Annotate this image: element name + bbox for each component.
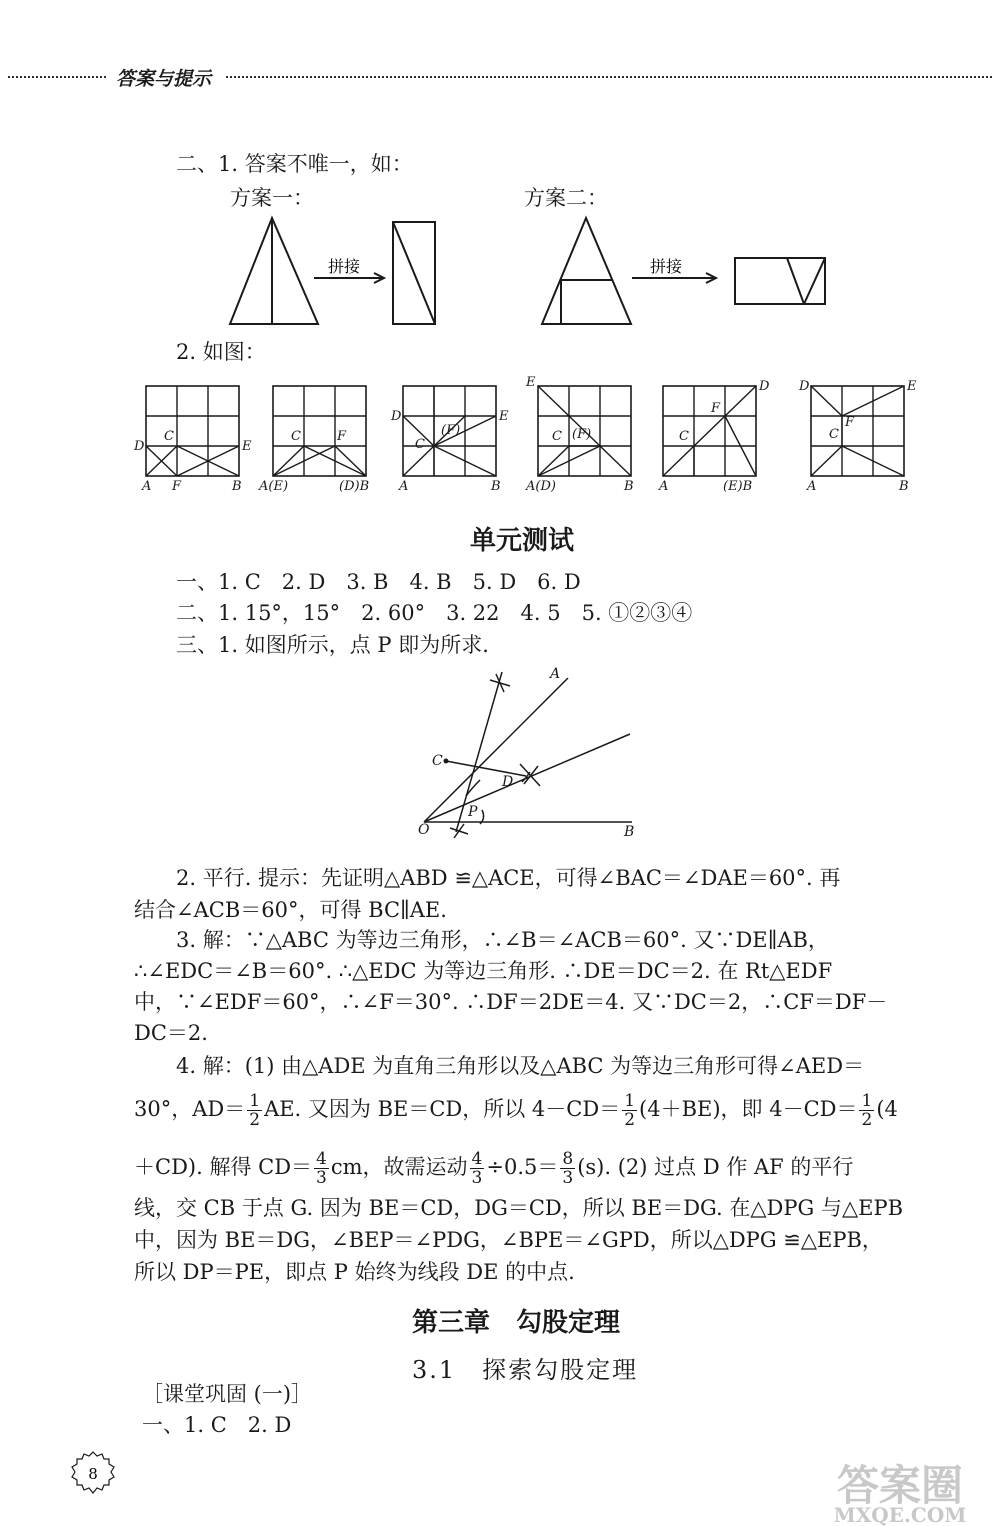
svg-text:C: C [679, 429, 689, 444]
plan-figures [220, 212, 850, 332]
svg-text:E: E [499, 409, 509, 424]
svg-text:MXQE.COM: MXQE.COM [833, 1503, 967, 1526]
header-title: 答案与提示 [116, 68, 212, 90]
practice-answers: 一、1. C 2. D [142, 1413, 292, 1437]
svg-text:A: A [807, 479, 817, 494]
grid-2 [258, 386, 369, 494]
svg-text:C: C [164, 429, 174, 444]
ans4-line6: 所以 DP＝PE，即点 P 始终为线段 DE 的中点. [134, 1260, 575, 1284]
svg-text:P: P [468, 804, 478, 820]
ans3-line2: ∴∠EDC＝∠B＝60°. ∴△EDC 为等边三角形. ∴DE＝DC＝2. 在 Rt△EDF [134, 959, 833, 983]
svg-text:D: D [759, 379, 770, 394]
sec2-line2: 2. 如图： [176, 340, 266, 364]
svg-text:O: O [418, 822, 430, 838]
plan1-triangle [230, 218, 318, 324]
svg-text:A(D): A(D) [526, 479, 556, 494]
svg-text:D: D [799, 379, 810, 394]
plan2-label: 方案二： [524, 186, 608, 210]
practice-heading: ［课堂巩固 (一)］ [142, 1382, 313, 1406]
svg-text:E: E [907, 379, 917, 394]
svg-text:F: F [337, 429, 347, 444]
header-dots-left [8, 76, 106, 78]
svg-text:答案圈: 答案圈 [836, 1461, 964, 1510]
plan1-label: 方案一： [230, 186, 314, 210]
svg-text:F: F [711, 401, 721, 416]
svg-text:B: B [491, 479, 501, 494]
grid-6 [798, 379, 917, 494]
header-dots-right [226, 76, 992, 78]
svg-text:C: C [829, 427, 839, 442]
svg-text:B: B [624, 479, 634, 494]
arrow-label-2: 拼接 [650, 257, 683, 276]
ans3-line4: DC＝2. [134, 1021, 208, 1045]
section-title: 3.1 探索勾股定理 [412, 1356, 639, 1384]
unit-test-line2: 二、1. 15°，15° 2. 60° 3. 22 4. 5 5. ①②③④ [176, 601, 693, 625]
ans4-line2: 30°，AD＝ $\frac{1}{2}$ AE. 又因为 BE＝CD，所以 4－CD＝ $\frac{1}{2}$ (4＋BE)，即 4－CD＝ $\frac{1}{2}$ (4 [134, 1091, 898, 1130]
grid-1 [133, 386, 252, 494]
svg-text:(E)B: (E)B [723, 479, 753, 494]
watermark-logo [760, 1460, 1000, 1526]
ans3-line1: 3. 解：∵△ABC 为等边三角形，∴∠B＝∠ACB＝60°. 又∵DE∥AB， [176, 928, 829, 952]
svg-text:A: A [659, 479, 669, 494]
svg-text:A: A [399, 479, 409, 494]
svg-text:A: A [550, 666, 561, 682]
grid-3 [390, 386, 509, 494]
page-number-badge [70, 1450, 116, 1496]
unit-test-line1: 一、1. C 2. D 3. B 4. B 5. D 6. D [176, 570, 581, 594]
svg-text:E: E [242, 439, 252, 454]
svg-text:D: D [391, 409, 402, 424]
svg-text:A(E): A(E) [259, 479, 289, 494]
svg-text:C: C [552, 429, 562, 444]
ans2-line1: 2. 平行. 提示：先证明△ABD ≌△ACE，可得∠BAC＝∠DAE＝60°. 再 [176, 866, 841, 890]
ans4-line4: 线，交 CB 于点 G. 因为 BE＝CD，DG＝CD，所以 BE＝DG. 在△DPG 与△EPB [134, 1196, 904, 1220]
grid-figures [128, 376, 928, 500]
ans4-line5: 中，因为 BE＝DG，∠BEP＝∠PDG，∠BPE＝∠GPD，所以△DPG ≌△EPB， [134, 1228, 883, 1252]
chapter-title: 第三章 勾股定理 [412, 1308, 621, 1338]
construction-figure [410, 664, 650, 844]
unit-test-line3: 三、1. 如图所示，点 P 即为所求. [176, 633, 489, 657]
svg-text:B: B [899, 479, 909, 494]
ans2-line2: 结合∠ACB＝60°，可得 BC∥AE. [134, 898, 447, 922]
svg-text:D: D [502, 774, 514, 790]
svg-text:(F): (F) [441, 423, 461, 438]
grid-5 [658, 379, 770, 494]
svg-text:C: C [415, 437, 425, 452]
ans4-line3: ＋CD). 解得 CD＝ $\frac{4}{3}$ cm，故需运动 $\frac{4}{3}$ ÷0.5＝ $\frac{8}{3}$ (s). (2) 过点 D 作 AF 的平行 [134, 1149, 854, 1188]
sec2-line1: 二、1. 答案不唯一，如： [176, 152, 413, 176]
page-number: 8 [88, 1465, 98, 1483]
svg-text:(D)B: (D)B [339, 479, 370, 494]
svg-text:E: E [526, 376, 536, 390]
svg-text:C: C [291, 429, 301, 444]
svg-text:F: F [172, 479, 182, 494]
arrow-label-1: 拼接 [328, 257, 361, 276]
unit-test-title: 单元测试 [470, 526, 575, 556]
svg-text:F: F [845, 415, 855, 430]
svg-text:(F): (F) [572, 427, 592, 442]
svg-text:D: D [134, 439, 145, 454]
plan2-rectangle [735, 258, 825, 304]
svg-text:C: C [432, 753, 443, 769]
svg-text:B: B [232, 479, 242, 494]
svg-text:A: A [142, 479, 152, 494]
ans4-line1: 4. 解：(1) 由△ADE 为直角三角形以及△ABC 为等边三角形可得∠AED＝ [176, 1054, 865, 1078]
plan2-triangle [542, 218, 631, 324]
grid-4 [525, 376, 634, 494]
ans3-line3: 中，∵∠EDF＝60°，∴∠F＝30°. ∴DF＝2DE＝4. 又∵DC＝2，∴CF＝DF－ [134, 990, 888, 1014]
svg-text:B: B [624, 824, 635, 840]
